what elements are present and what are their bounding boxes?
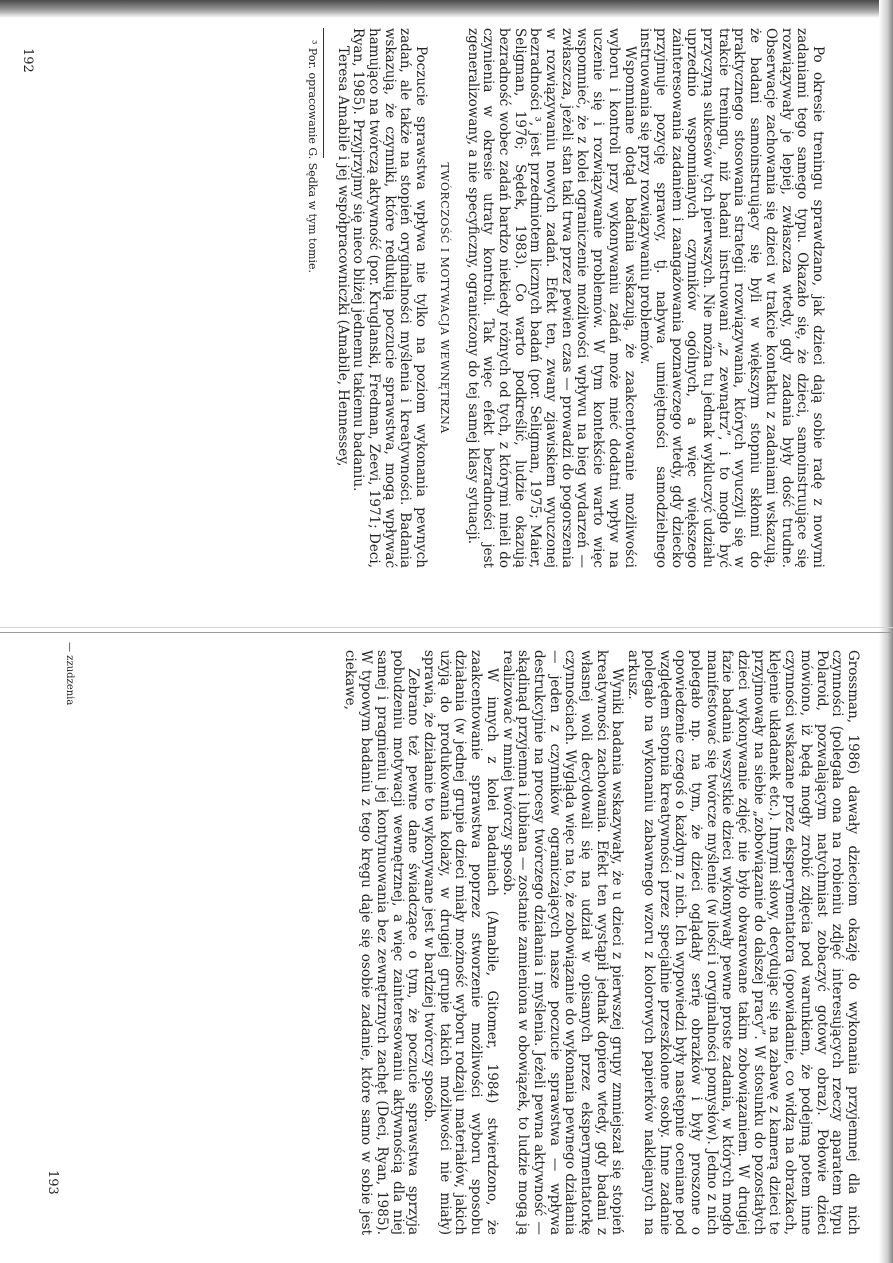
section-title: TWÓRCZOŚĆ I MOTYWACJA WEWNĘTRZNA [437,162,451,434]
page-192-body [306,28,825,568]
page-193-body [342,650,860,1235]
paragraph: W innych z kolei badaniach (Amabile, Gitomer, 1984) stwierdzono, że zaakcentowanie sprawstwa poprzez stworzenie możliwości wyboru sposobu działania (w jednej grupie dzieci miały możność wyboru rodzaju materiałów, jakich użyją do produkowania kolaży, w drugiej grupie takich możliwości nie miały) sprawia, że działanie to wykonywane jest w bardziej twórczy sposób. [421,650,500,1235]
paragraph: Grossman, 1986) dawały dzieciom okazję do wykonania przyjemnej dla nich czynności (polegała ona na robieniu zdjęć interesujących rzeczy aparatem typu Polaroid, pozwalającym natychmiast zobaczyć gotowy obraz). Połowie dzieci mówiono, iż będą mogły zrobić zdjęcia pod warunkiem, że podejmą potem inne czynności wskazane przez eksperymentatora (opowiadanie, co widzą na obrazkach, klejenie układanek etc.). Innymi słowy, decydując się na zabawę z kamerą dzieci te przyjmowały na siebie „zobowiązanie do dalszej pracy”. W stosunku do pozostałych dzieci wykonywanie zdjęć nie było obwarowane takim zobowiązaniem. W drugiej fazie badania wszystkie dzieci wykonywały pewne proste zadania, w których mogło manifestować się twórcze myślenie (w ilości i oryginalności pomysłów). Jedno z nich polegało np. na tym, że dzieci oglądały serię obrazków i były proszone o opowiedzenie czegoś o każdym z nich. Ich wypowiedzi były następnie oceniane pod względem stopnia kreatywności przez specjalnie przeszkolone osoby. Inne zadanie polegało na wykonaniu zabawnego wzoru z kolorowych papierków naklejanych na arkusz. [625,650,861,1235]
footnote: ³ Por. opracowanie G. Sędka w tym tomie. [305,40,319,274]
book-gutter-shadow [0,627,893,628]
paragraph: Teresa Amabile i jej współpracowniczki (Amabile, Hennessey, [334,46,351,467]
paragraph: Po okresie treningu sprawdzano, jak dzieci dają sobie radę z nowymi zadaniami tego samego typu. Okazało się, że dzieci, samoinstruujące się rozwiązywały je lepiej, zwłaszcza wtedy, gdy zadania były dość trudne. Obserwacje zachowania się dzieci w trakcie kontaktu z zadaniami wskazują, że badani samoinstruujący się byli w większym stopniu skłonni do praktycznego stosowania strategii rozwiązywania, których wyuczyli się w trakcie treningu, niż badani instruowani „z zewnątrz”, i to mogło być przyczyną sukcesów tych pierwszych. Nie można tu jednak wykluczyć udziału uprzednio wspomnianych czynników ogólnych, a więc większego zainteresowania zadaniem i zaangażowania poznawczego wtedy, gdy dziecko przyjmuje pozycję sprawcy, tj. nabywa umiejętności samodzielnego instruowania się przy rozwiązywaniu problemów. [637,28,826,568]
paragraph: Poczucie sprawstwa wpływa nie tylko na poziom wykonania pewnych zadań, ale także na stopień oryginalności myślenia i kreatywności. Badania wskazują, że czynniki, które redukują poczucie sprawstwa, mogą wpływać hamująco na twórczą aktywność (por. Kruglanski, Fredman, Zeevi, 1971; Deci, Ryan, 1985). Przyjrzyjmy się nieco bliżej jednemu takiemu badaniu. [350,28,430,568]
scan-edge-top [0,0,893,18]
handwritten-margin-note: — zzudzenia [64,642,75,706]
paragraph: Zebrano też pewne dane świadczące o tym, że poczucie sprawstwa sprzyja pobudzeniu motywacji wewnętrznej, a więc zainteresowaniu aktywnością dla niej samej i pragnieniu jej kontynuowania bez zewnętrznych zachęt (Deci, Ryan, 1985). W typowym badaniu z tego kręgu daje się osobie zadanie, które samo w sobie jest ciekawe, [342,650,422,1235]
footnote-rule [323,28,324,158]
book-gutter [0,632,893,633]
page-193 [45,642,861,1235]
paragraph: Wyniki badania wskazywały, że u dzieci z pierwszej grupy zmniejszał się stopień kreatywności zachowania. Efekt ten wystąpił jednak dopiero wtedy, gdy badani z własnej woli decydowali się na udział w opisanych przez eksperymentatorkę czynnościach. Wygląda więc na to, że zobowiązanie do wykonania pewnego działania — jeden z czynników ograniczających nasze poczucie sprawstwa — wpływa destrukcyjnie na procesy twórczego działania i myślenia. Jeżeli pewna aktywność — skądinąd przyjemna i lubiana — zostanie zamieniona w obowiązek, to ludzie mogą ją realizować w mniej twórczy sposób. [499,650,626,1235]
page-number: 193 [45,1170,60,1195]
page-number: 192 [20,48,35,73]
page-192 [20,28,826,598]
paragraph: Wspomniane dotąd badania wskazują, że zaakcentowanie możliwości wyboru i kontroli przy wykonywaniu zadań może mieć dodatni wpływ na uczenie się i rozwiązywanie problemów. W tym kontekście warto więc wspomnieć, że z kolei ograniczenie możliwości wpływu na bieg wydarzeń — zwłaszcza, jeżeli stan taki trwa przez pewien czas — prowadzi do pogorszenia w rozwiązywaniu nowych zadań. Efekt ten, zwany zjawiskiem wyuczonej bezradności ³, jest przedmiotem licznych badań (por. Seligman, 1975; Maier, Seligman, 1976; Sędek, 1983). Co warto podkreślić, ludzie okazują bezradność wobec zadań bardzo niekiedy różnych od tych, z którymi mieli do czynienia w okresie utraty kontroli. Tak więc efekt bezradności jest zgeneralizowany, a nie specyficzny, ograniczony do tej samej klasy sytuacji. [464,28,638,568]
